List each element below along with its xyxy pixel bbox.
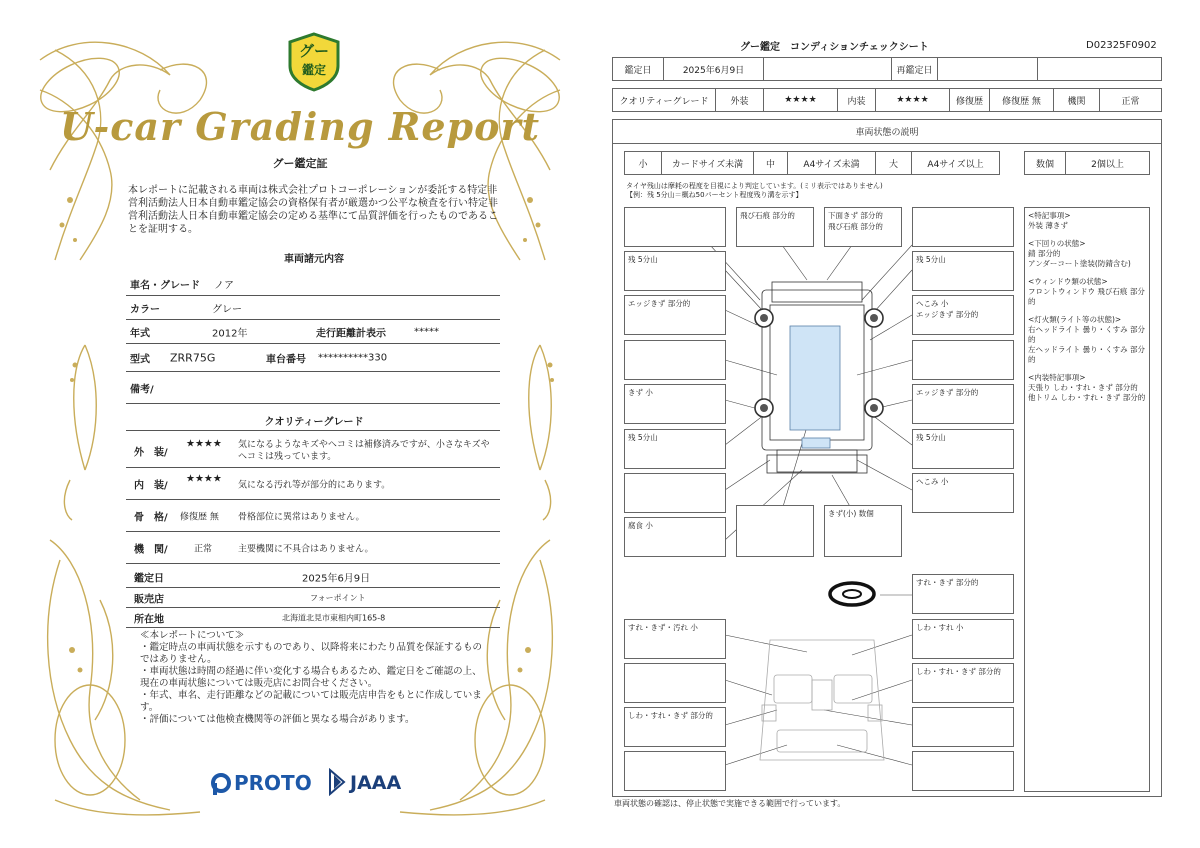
damage-box-right-2: へこみ 小 エッジきず 部分的 — [912, 295, 1014, 335]
side-note-line: <下回りの状態> — [1028, 239, 1086, 248]
steering-wheel-icon — [830, 583, 874, 605]
side-note-line: <灯火類(ライト等の状態)> — [1028, 315, 1122, 324]
legend-small-key: 小 — [638, 159, 648, 170]
car-rear-glass — [802, 438, 830, 448]
grade-row — [612, 88, 1162, 112]
damage-box-left-4: きず 小 — [624, 384, 726, 424]
engine-label: 機 関/ — [134, 544, 168, 555]
side-note-line: 外装 薄きず — [1028, 221, 1068, 230]
info-row-dealer — [126, 588, 500, 608]
notes-title: ≪本レポートについて≫ — [140, 630, 245, 641]
side-note-line: <特記事項> — [1028, 211, 1071, 220]
legend-small-value: カードサイズ未満 — [661, 152, 753, 174]
int-label: 内装 — [837, 89, 875, 111]
spec-row-remarks — [126, 372, 500, 404]
color-label: カラー — [130, 304, 160, 315]
damage-box — [624, 473, 726, 513]
count-value: 2個以上 — [1065, 152, 1149, 174]
damage-box — [912, 207, 1014, 247]
grade-row-interior — [126, 468, 500, 500]
redate-blank-cell — [1037, 58, 1161, 80]
spec-row-name — [126, 272, 500, 296]
interior-box — [624, 663, 726, 703]
damage-box-left-2: エッジきず 部分的 — [624, 295, 726, 335]
interior-box-left-1: すれ・きず・汚れ 小 — [624, 619, 726, 659]
legend-medium-key: 中 — [753, 152, 787, 174]
damage-box — [624, 340, 726, 380]
exterior-stars: ★★★★ — [186, 438, 222, 450]
side-note-line: アンダーコート塗装(防錆含む) — [1028, 259, 1131, 268]
exterior-description: 気になるようなキズやヘコミは補修済みですが、小さなキズやヘコミは残っています。 — [238, 439, 490, 462]
side-note-line: 天張り しわ・すれ・きず 部分的 — [1028, 383, 1138, 392]
damage-box-front-right: 下面きず 部分的 飛び石痕 部分的 — [824, 207, 902, 247]
frame-label: 骨 格/ — [134, 512, 168, 523]
engine-value: 正常 — [1099, 89, 1161, 111]
jaaa-logo-text: JAAA — [350, 772, 402, 794]
repair-value: 修復歴 無 — [989, 89, 1053, 111]
ext-label: 外装 — [715, 89, 763, 111]
interior-stars: ★★★★ — [186, 473, 222, 485]
interior-box-left-3: しわ・すれ・きず 部分的 — [624, 707, 726, 747]
remarks-label: 備考/ — [130, 384, 154, 395]
int-stars: ★★★★ — [875, 89, 949, 111]
name-label: 車名・グレード — [130, 280, 200, 291]
certificate-subtitle: グー鑑定証 — [272, 157, 328, 170]
jaaa-mark-icon — [326, 768, 348, 796]
tire-box-front-right: 残 5分山 — [912, 251, 1014, 291]
name-value: ノア — [214, 280, 234, 291]
engine-description: 主要機関に不具合はありません。 — [238, 544, 374, 554]
sheet-date-value: 2025年6月9日 — [663, 58, 763, 80]
grade-row-engine — [126, 532, 500, 564]
proto-mark-icon — [210, 770, 234, 796]
tire-box-front-left: 残 5分山 — [624, 251, 726, 291]
side-note-spacer — [1028, 307, 1146, 315]
model-value: ZRR75G — [170, 351, 216, 364]
spec-section-title: 車両諸元内容 — [284, 254, 344, 265]
redate-value-cell — [937, 58, 1037, 80]
tire-note-example: 【例：残 5分山＝概ね50パーセント程度残り溝を示す】 — [626, 191, 803, 199]
note-item: ・車両状態は時間の経過に伴い変化する場合もあるため、鑑定日をご確認の上、現在の車両状態については販売店にお問合せください。 — [140, 666, 482, 689]
sheet-date-label: 鑑定日 — [624, 65, 652, 76]
interior-description: 気になる汚れ等が部分的にあります。 — [238, 480, 391, 490]
side-note-line: フロントウィンドウ 飛び石痕 部分的 — [1028, 287, 1145, 306]
damage-box — [624, 207, 726, 247]
grade-row-frame — [126, 500, 500, 532]
side-note-line: 左ヘッドライト 曇り・くすみ 部分的 — [1028, 345, 1146, 364]
tire-note: タイヤ残山は摩耗の程度を目視により判定しています。(ミリ表示ではありません) — [626, 182, 883, 190]
side-note-spacer — [1028, 365, 1146, 373]
interior-box-right-1: しわ・すれ 小 — [912, 619, 1014, 659]
tire-box-rear-right: 残 5分山 — [912, 429, 1014, 469]
engine-label: 機関 — [1053, 89, 1099, 111]
repair-label: 修復歴 — [949, 89, 989, 111]
dealer-value: フォーポイント — [310, 593, 366, 602]
damage-box-rear: きず(小) 数個 — [824, 505, 902, 557]
frame-description: 骨格部位に異常はありません。 — [238, 512, 365, 522]
report-notes — [140, 630, 490, 726]
info-row-date — [126, 566, 500, 588]
certificate-title: U-car Grading Report — [59, 104, 541, 149]
interior-box — [624, 751, 726, 791]
damage-box-right-4: エッジきず 部分的 — [912, 384, 1014, 424]
proto-logo-text: PROTO — [234, 771, 312, 795]
note-item: ・評価については他検査機関等の評価と異なる場合があります。 — [140, 714, 415, 725]
interior-box — [912, 751, 1014, 791]
steering-box: すれ・きず 部分的 — [912, 574, 1014, 614]
legend-medium-value: A4サイズ未満 — [787, 152, 875, 174]
damage-box-left-7: 腐食 小 — [624, 517, 726, 557]
count-label: 数個 — [1035, 159, 1054, 170]
side-note-spacer — [1028, 269, 1146, 277]
badge-text-top: グー — [298, 42, 329, 60]
damage-box — [736, 505, 814, 557]
legend-large-key: 大 — [875, 152, 911, 174]
grade-row-exterior — [126, 434, 500, 468]
special-notes-panel — [1024, 207, 1150, 792]
legend-large-value: A4サイズ以上 — [911, 152, 999, 174]
grade-label: クオリティーグレード — [619, 96, 709, 107]
side-note-line: <ウィンドウ類の状態> — [1028, 277, 1108, 286]
quality-divider — [126, 430, 500, 431]
side-note-spacer — [1028, 231, 1146, 239]
side-note-line: 他トリム しわ・すれ・きず 部分的 — [1028, 393, 1146, 402]
chassis-label: 車台番号 — [266, 354, 306, 365]
damage-box-right-6: へこみ 小 — [912, 473, 1014, 513]
date-blank-cell — [763, 58, 891, 80]
side-note-line: 右ヘッドライト 曇り・くすみ 部分的 — [1028, 325, 1146, 344]
address-label: 所在地 — [134, 614, 164, 625]
engine-value: 正常 — [194, 544, 213, 554]
year-label: 年式 — [130, 328, 150, 339]
badge-text-bottom: 鑑定 — [301, 63, 326, 77]
tire-box-rear-left: 残 5分山 — [624, 429, 726, 469]
sheet-title: グー鑑定 コンディションチェックシート — [740, 42, 929, 53]
interior-box-right-2: しわ・すれ・きず 部分的 — [912, 663, 1014, 703]
frame-value: 修復歴 無 — [180, 512, 219, 522]
ext-stars: ★★★★ — [763, 89, 837, 111]
side-note-line: <内装特記事項> — [1028, 373, 1086, 382]
spec-row-color — [126, 296, 500, 320]
sheet-document-id: D02325F0902 — [1086, 40, 1157, 51]
color-value: グレー — [212, 304, 242, 315]
dealer-label: 販売店 — [134, 594, 164, 605]
info-row-address — [126, 608, 500, 628]
note-item: ・鑑定時点の車両状態を示すものであり、以降将来にわたり品質を保証するものではありません。 — [140, 642, 483, 665]
model-label: 型式 — [130, 354, 150, 365]
jaaa-logo — [326, 768, 416, 798]
chassis-value: **********330 — [318, 352, 388, 363]
spec-row-model — [126, 344, 500, 372]
car-roof-glass — [790, 326, 840, 430]
count-legend — [1024, 151, 1150, 175]
damage-box-front-left: 飛び石痕 部分的 — [736, 207, 814, 247]
mileage-value: ***** — [414, 326, 439, 337]
quality-section-title: クオリティーグレード — [264, 417, 364, 428]
interior-box — [912, 707, 1014, 747]
side-note-line: 錆 部分的 — [1028, 249, 1061, 258]
goo-kantei-badge-icon — [286, 32, 342, 92]
certificate-statement: 本レポートに記載される車両は株式会社プロトコーポレーションが委託する特定非営利活動法人日本自動車鑑定協会の資格保有者が厳選かつ公平な検査を行い特定非営利活動法人日本自動車鑑定協会の定める基準にて品質評価を行ったものであることを証明する。 — [128, 185, 498, 235]
condition-panel-title: 車両状態の説明 — [613, 120, 1161, 144]
date-label: 鑑定日 — [134, 573, 164, 584]
note-item: ・年式、車名、走行距離などの記載については販売店申告をもとに作成しています。 — [140, 690, 482, 713]
interior-label: 内 装/ — [134, 480, 168, 491]
proto-logo — [210, 768, 340, 798]
redate-label: 再鑑定日 — [891, 58, 937, 80]
year-value: 2012年 — [212, 328, 248, 339]
date-value: 2025年6月9日 — [302, 573, 371, 584]
damage-box — [912, 340, 1014, 380]
mileage-label: 走行距離計表示 — [316, 328, 386, 339]
date-row — [612, 57, 1162, 81]
address-value: 北海道北見市東相内町165-8 — [282, 613, 386, 622]
sheet-footer-note: 車両状態の確認は、停止状態で実施できる範囲で行っています。 — [614, 799, 846, 808]
spec-row-year — [126, 320, 500, 344]
exterior-label: 外 装/ — [134, 447, 168, 458]
size-legend — [624, 151, 1000, 175]
